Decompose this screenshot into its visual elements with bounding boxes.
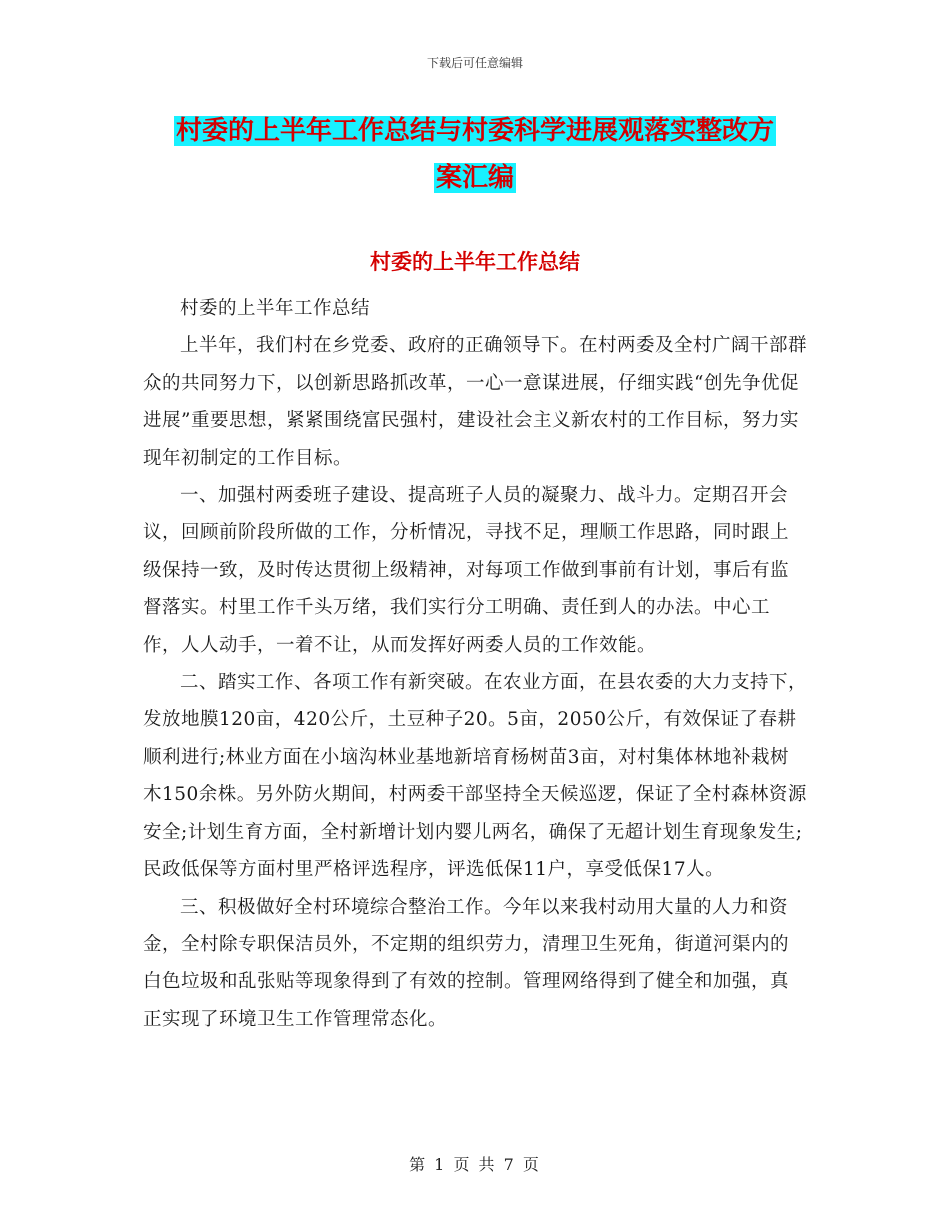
section-title: 村委的上半年工作总结 — [370, 250, 580, 274]
title-line-1: 村委的上半年工作总结与村委科学进展观落实整改方 — [175, 116, 774, 146]
paragraph: 一、加强村两委班子建设、提高班子人员的凝聚力、战斗力。定期召开会议，回顾前阶段所做的工作，分析情况，寻找不足，理顺工作思路，同时跟上级保持一致，及时传达贯彻上级精神，对每项工作做到事前有计划，事后有监督落实。村里工作千头万绪，我们实行分工明确、责任到人的办法。中心工作，人人动手，一着不让，从而发挥好两委人员的工作效能。 — [143, 485, 790, 656]
page-footer: 第 1 页 共 7 页 — [409, 1155, 541, 1174]
title-line-2: 案汇编 — [435, 163, 514, 193]
document-title — [0, 108, 950, 202]
header-note: 下载后可任意编辑 — [426, 56, 523, 70]
paragraph: 村委的上半年工作总结 — [180, 298, 371, 319]
paragraph: 二、踏实工作、各项工作有新突破。在农业方面，在县农委的大力支持下，发放地膜120亩，420公斤，土豆种子20。5亩，2050公斤，有效保证了春耕顺利进行;林业方面在小垴沟林业基地新培育杨树苗3亩，对村集体林地补栽树木150余株。另外防火期间，村两委干部坚持全天候巡逻，保证了全村森林资源安全;计划生育方面，全村新增计划内婴儿两名，确保了无超计划生育现象发生;民政低保等方面村里严格评选程序，评选低保11户，享受低保17人。 — [143, 672, 808, 881]
paragraph: 三、积极做好全村环境综合整治工作。今年以来我村动用大量的人力和资金，全村除专职保洁员外，不定期的组织劳力，清理卫生死角，街道河渠内的白色垃圾和乱张贴等现象得到了有效的控制。管理网络得到了健全和加强，真正实现了环境卫生工作管理常态化。 — [143, 896, 790, 1030]
paragraph: 上半年，我们村在乡党委、政府的正确领导下。在村两委及全村广阔干部群众的共同努力下，以创新思路抓改革，一心一意谋进展，仔细实践“创先争优促进展”重要思想，紧紧围绕富民强村，建设社会主义新农村的工作目标，努力实现年初制定的工作目标。 — [143, 335, 808, 469]
document-body — [143, 290, 807, 1038]
